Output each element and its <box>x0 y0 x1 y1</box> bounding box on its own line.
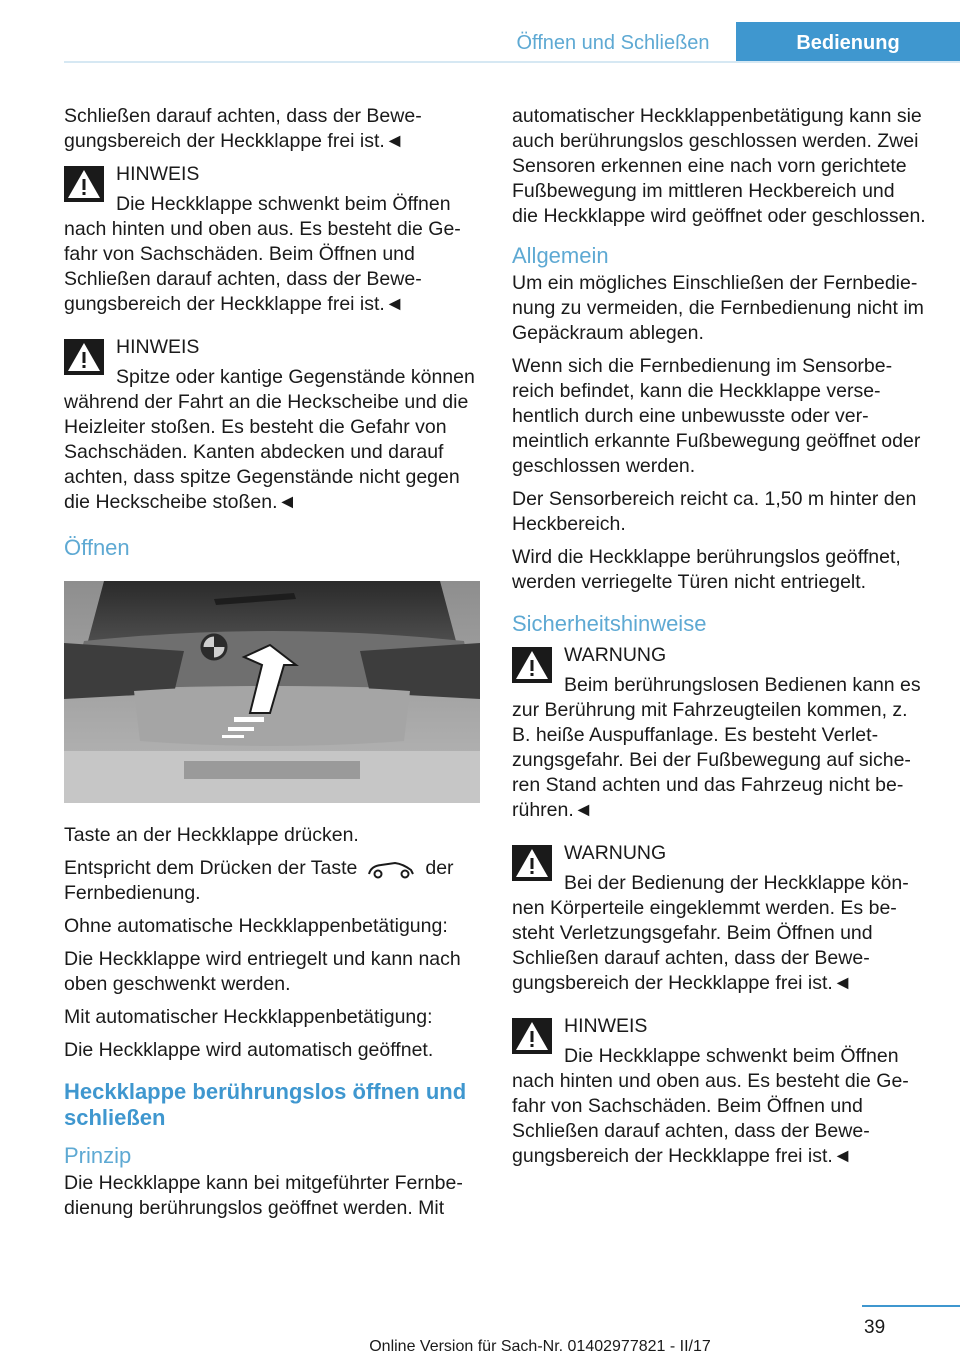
tailgate-key-icon <box>365 858 417 880</box>
warning-icon <box>64 339 104 375</box>
notice-hinweis-2 <box>64 335 478 515</box>
warning-icon <box>512 845 552 881</box>
continued-text: automatischer Heckklappenbetätigung kann sie auch berührungslos geschlossen werden. Zwei Sensoren erkennen eine nach vorn gerichtete Fußbewegung im mittleren Heckbereich und die Heckklappe wird geöffnet oder geschlossen. <box>512 105 926 227</box>
header-rule <box>64 61 960 63</box>
notice-label: WARNUNG <box>564 644 667 666</box>
notice-hinweis-3 <box>512 1014 926 1169</box>
heading-oeffnen: Öffnen <box>64 535 130 560</box>
notice-text: Beim berührungslosen Bedienen kann es zur Berührung mit Fahrzeugteilen kommen, z. B. heiße Auspuffanlage. Es besteht Verletzungsgefahr. Bei der Fußbewegung auf sicheren Stand achten und das Fahrzeug nicht berühren.◄ <box>512 674 921 821</box>
right-column <box>512 104 926 1187</box>
allgemein-paragraph-3: Der Sensorbereich reicht ca. 1,50 m hinter den Heckbereich. <box>512 488 917 535</box>
page-number: 39 <box>864 1317 886 1338</box>
heading-beruhrungslos: Heckklappe berührungslos öffnen und schließen <box>64 1079 467 1130</box>
footer-rule <box>862 1305 960 1307</box>
notice-warnung-1 <box>512 643 926 823</box>
footer-online-version: Online Version für Sach-Nr. 01402977821 - II/17 <box>369 1338 711 1355</box>
warning-icon <box>512 647 552 683</box>
allgemein-paragraph-4: Wird die Heckklappe berührungslos geöffnet, werden verriegelte Türen nicht entriegelt. <box>512 546 901 593</box>
header-section-title: Öffnen und Schließen <box>516 32 710 54</box>
notice-warnung-2 <box>512 841 926 996</box>
allgemein-paragraph-2: Wenn sich die Fernbedienung im Sensorbereich befindet, kann die Heckklappe versehentlich durch eine unbewusste oder vermeintlich erkannte Fußbewegung geöffnet oder geschlossen werden. <box>512 355 921 477</box>
warning-icon <box>512 1018 552 1054</box>
oeffnen-paragraph-2: Ohne automatische Heckklappenbetätigung: <box>64 915 448 937</box>
oeffnen-p1-before: Entspricht dem Drücken der Taste <box>64 857 358 879</box>
oeffnen-paragraph-3: Die Heckklappe wird entriegelt und kann nach oben geschwenkt werden. <box>64 948 461 995</box>
notice-text: Bei der Bedienung der Heckklappe können Körperteile eingeklemmt werden. Es besteht Verletzungsgefahr. Beim Öffnen und Schließen darauf achten, dass der Bewegungsbereich der Heckklappe frei ist.◄ <box>512 872 909 994</box>
oeffnen-paragraph-5: Die Heckklappe wird automatisch geöffnet. <box>64 1039 434 1061</box>
oeffnen-p1-after: der Fernbedienung. <box>64 857 454 904</box>
oeffnen-paragraph-4: Mit automatischer Heckklappenbetätigung: <box>64 1006 433 1028</box>
tailgate-photo <box>64 581 480 803</box>
allgemein-paragraph-1: Um ein mögliches Einschließen der Fernbedienung zu vermeiden, die Fernbedienung nicht im Gepäckraum ablegen. <box>512 272 924 344</box>
notice-text: Die Heckklappe schwenkt beim Öffnen nach hinten und oben aus. Es besteht die Gefahr von Sachschäden. Beim Öffnen und Schließen darauf achten, dass der Bewegungsbereich der Heckklappe frei ist.◄ <box>64 193 461 315</box>
left-column <box>64 104 478 1229</box>
oeffnen-paragraph-1 <box>64 856 478 906</box>
notice-text: Spitze oder kantige Gegenstände können während der Fahrt an die Heckscheibe und die Heizleiter stoßen. Es besteht die Gefahr von Sachschäden. Kanten abdecken und darauf achten, dass spitze Gegenstände nicht gegen die Heckscheibe stoßen.◄ <box>64 366 475 513</box>
notice-hinweis-1 <box>64 162 478 317</box>
header-tab: Bedienung <box>736 22 960 62</box>
photo-caption: Taste an der Heckklappe drücken. <box>64 824 359 846</box>
notice-text: Die Heckklappe schwenkt beim Öffnen nach hinten und oben aus. Es besteht die Gefahr von Sachschäden. Beim Öffnen und Schließen darauf achten, dass der Bewegungsbereich der Heckklappe frei ist.◄ <box>512 1045 909 1167</box>
notice-label: WARNUNG <box>564 842 667 864</box>
notice-label: HINWEIS <box>116 336 200 358</box>
prinzip-text: Die Heckklappe kann bei mitgeführter Fernbedienung berührungslos geöffnet werden. Mit <box>64 1172 463 1219</box>
notice-label: HINWEIS <box>564 1015 648 1037</box>
warning-icon <box>64 166 104 202</box>
notice-label: HINWEIS <box>116 163 200 185</box>
heading-sicherheitshinweise: Sicherheitshinweise <box>512 611 707 636</box>
intro-text: Schließen darauf achten, dass der Bewegungsbereich der Heckklappe frei ist.◄ <box>64 105 422 152</box>
heading-allgemein: Allgemein <box>512 243 609 268</box>
heading-prinzip: Prinzip <box>64 1143 132 1168</box>
